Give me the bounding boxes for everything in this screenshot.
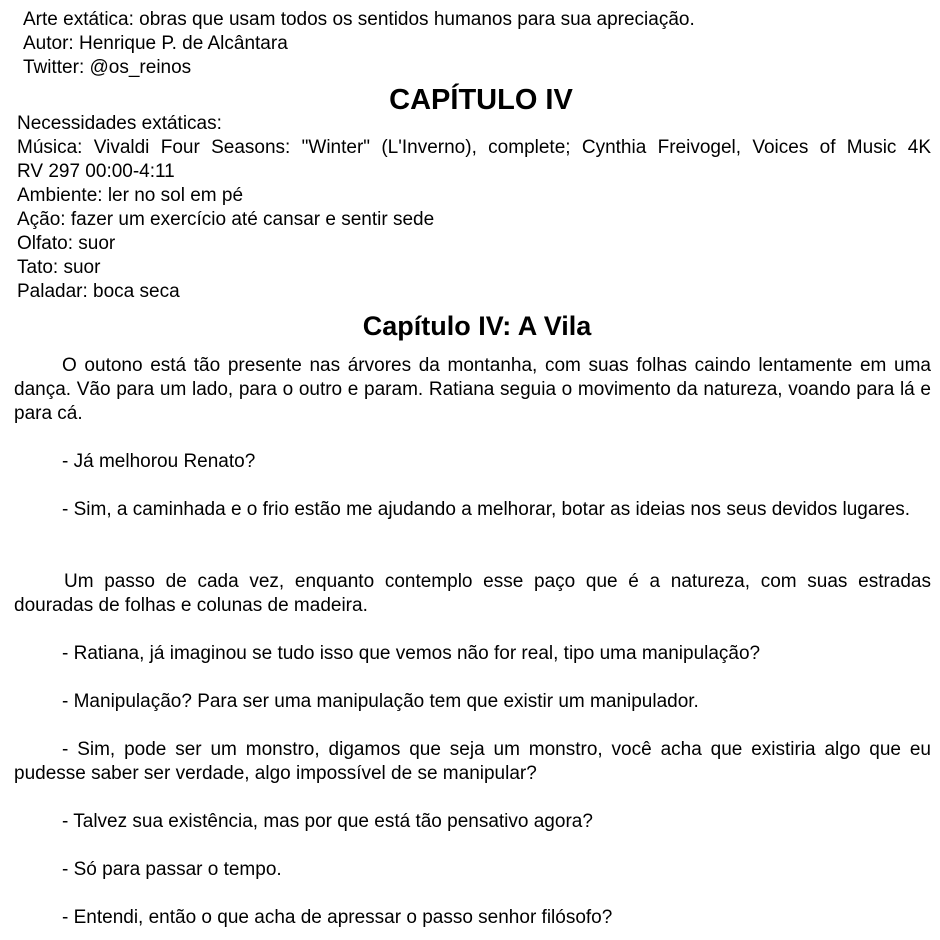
chapter-heading: CAPÍTULO IV — [389, 84, 573, 116]
author-line: Autor: Henrique P. de Alcântara — [23, 33, 288, 54]
needs-ambient: Ambiente: ler no sol em pé — [17, 185, 244, 206]
story-paragraph: - Sim, pode ser um monstro, digamos que seja um monstro, você acha que existiria algo que eu pudesse saber ser verdade, algo impossível de se manipular? — [14, 739, 931, 784]
chapter-title: Capítulo IV: A Vila — [362, 311, 592, 341]
dialogue-line: - Entendi, então o que acha de apressar o passo senhor filósofo? — [62, 907, 613, 928]
twitter-line: Twitter: @os_reinos — [23, 57, 192, 78]
needs-taste: Paladar: boca seca — [17, 281, 180, 302]
dialogue-line: - Já melhorou Renato? — [62, 451, 256, 472]
needs-music-timing: RV 297 00:00-4:11 — [17, 161, 175, 182]
story-paragraph: - Sim, a caminhada e o frio estão me ajudando a melhorar, botar as ideias nos seus devidos lugares. — [62, 499, 911, 520]
needs-music-line: Música: Vivaldi Four Seasons: "Winter" (L'Inverno), complete; Cynthia Freivogel, Voices of Music 4K — [17, 137, 931, 158]
needs-action: Ação: fazer um exercício até cansar e sentir sede — [17, 209, 435, 230]
story-paragraph: Um passo de cada vez, enquanto contemplo esse paço que é a natureza, com suas estradas douradas de folhas e colunas de madeira. — [14, 571, 931, 616]
needs-touch: Tato: suor — [17, 257, 101, 278]
needs-title: Necessidades extáticas: — [17, 113, 222, 134]
needs-smell: Olfato: suor — [17, 233, 116, 254]
dialogue-line: - Manipulação? Para ser uma manipulação tem que existir um manipulador. — [62, 691, 699, 712]
story-paragraph: O outono está tão presente nas árvores da montanha, com suas folhas caindo lentamente em uma dança. Vão para um lado, para o outro e param. Ratiana seguia o movimento da natureza, voando para lá e para cá. — [14, 355, 931, 424]
needs-list — [17, 112, 931, 304]
art-description: Arte extática: obras que usam todos os sentidos humanos para sua apreciação. — [23, 9, 695, 30]
dialogue-line: - Só para passar o tempo. — [62, 859, 282, 880]
dialogue-line: - Talvez sua existência, mas por que está tão pensativo agora? — [62, 811, 593, 832]
dialogue-line: - Ratiana, já imaginou se tudo isso que vemos não for real, tipo uma manipulação? — [62, 643, 761, 664]
